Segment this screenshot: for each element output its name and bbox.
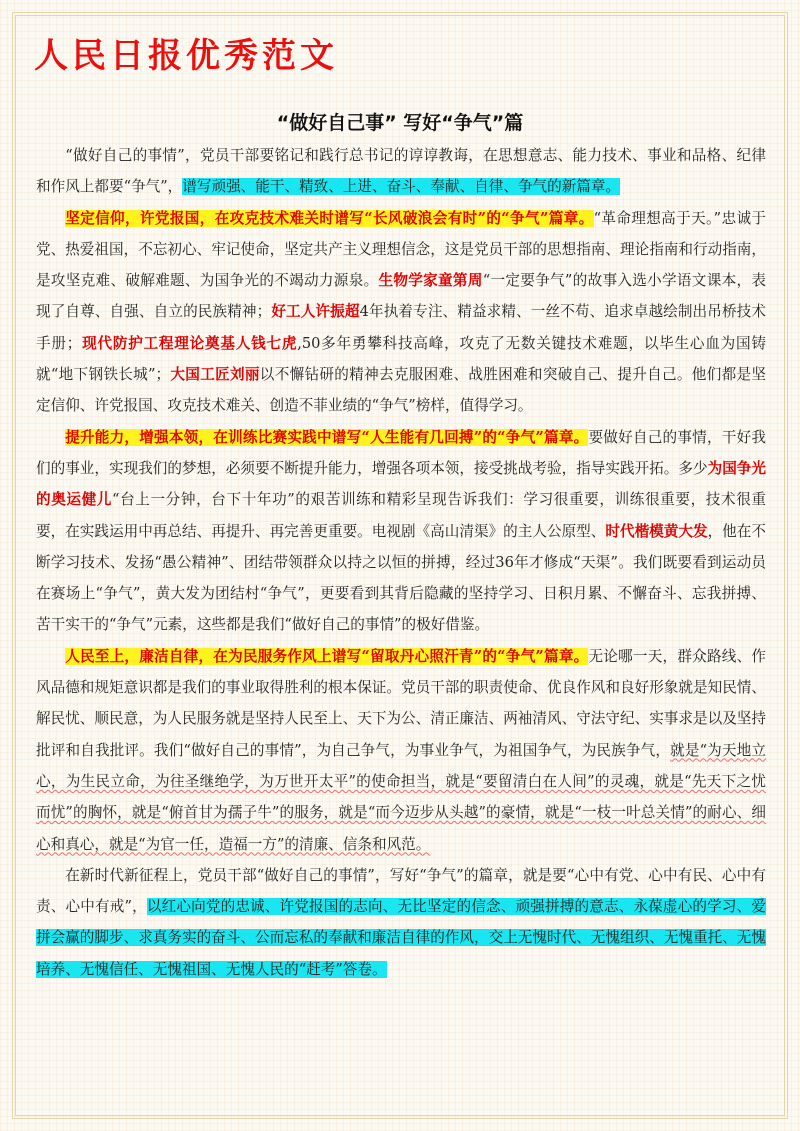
paragraph-5 (36, 860, 766, 985)
article-body (36, 140, 766, 985)
text-run: 在新时代新征程上，党员干部“做好自己的事情”，写好“争气”的篇章，就是要“心中有党、心中有民、心中有责、心中有戒”， (36, 866, 766, 916)
text-run: 无论哪一天，群众路线、作风品德和规矩意识都是我们的事业取得胜利的根本保证。党员干部的职责使命、优良作风和良好形象就是知民情、解民忧、顺民意，为人民服务就是坚持人民至上、天下为公、清正廉洁、两袖清风、守法守纪、实事求是以及坚持批评和自我批评。我们“做好自己的事情”，为自己争气，为事业争气，为祖国争气，为民族争气， (36, 647, 766, 759)
paragraph-1 (36, 140, 766, 203)
cyan-highlight: 谱写顽强、能干、精致、上进、奋斗、奉献、自律、争气的新篇章。 (182, 178, 621, 196)
red-emphasis: 大国工匠刘丽 (170, 366, 260, 384)
text-run: “台上一分钟，台下十年功”的艰苦训练和精彩呈现告诉我们：学习很重要，训练很重要，技术很重要，在实践运用中再总结、再提升、再完善更重要。电视剧《高山清渠》的主人公原型、 (36, 491, 766, 540)
text-run: “做好自己的事情”，党员干部要铭记和践行总书记的谆谆教诲，在思想意志、能力技术、事业和品格、纪律和作风上都要“争气”， (36, 147, 766, 196)
cyan-highlight: 交上无愧时代、无愧组织、无愧重托、无愧培养、无愧信任、无愧祖国、无愧人民的“赶考”答卷。 (36, 929, 766, 978)
paragraph-4 (36, 641, 766, 860)
yellow-highlight: 提升能力，增强本领，在训练比赛实践中谱写“人生能有几回搏”的“争气”篇章。 (65, 428, 589, 446)
paragraph-3 (36, 422, 766, 641)
text-run: “革命理想高于天。”忠诚于党、热爱祖国，不忘初心、牢记使命，坚定共产主义理想信念，这是党员干部的思想指南、理论指南和行动指南，是攻坚克难、破解难题、为国争光的不竭动力源泉。 (36, 209, 766, 290)
red-emphasis: 现代防护工程理论奠基人钱七虎 (81, 334, 298, 352)
text-run: 4年执着专注、精益求精、一丝不苟、追求卓越绘制出吊桥技术手册； (36, 303, 766, 352)
text-run: ，他在不断学习技术、发扬“愚公精神”、团结带领群众以持之以恒的拼搏，经过36年才修成“天渠”。我们既要看到运动员在赛场上“争气”，黄大发为团结村“争气”，更要看到其背后隐藏的坚持学习、日积月累、不懈奋斗、忘我拼搏、苦干实干的“争气”元素，这些都是我们“做好自己的事情”的极好借鉴。 (36, 522, 766, 634)
red-emphasis: 好工人许振超 (271, 303, 360, 321)
red-emphasis: 时代楷模黄大发 (605, 522, 708, 540)
red-emphasis: 生物学家童第周 (378, 272, 483, 290)
yellow-highlight: 人民至上，廉洁自律，在为民服务作风上谱写“留取丹心照汗青”的“争气”篇章。 (65, 647, 589, 665)
paragraph-2 (36, 203, 766, 422)
cyan-highlight: 以红心向党的忠诚、许党报国的志向、无比坚定的信念、顽强拼搏的意志、永葆虚心的学习、爱拼会赢的脚步、求真务实的奋斗、公而忘私的奉献和廉洁自律的作风， (36, 898, 766, 947)
brand-title: 人民日报优秀范文 (34, 36, 338, 76)
article-title: “做好自己事” 写好“争气”篇 (276, 112, 524, 134)
yellow-highlight: 坚定信仰，许党报国，在攻克技术难关时谱写“长风破浪会有时”的“争气”篇章。 (65, 209, 594, 227)
text-run: “一定要争气”的故事入选小学语文课本，表现了自尊、自强、自立的民族精神； (36, 272, 766, 321)
text-run: ,50多年勇攀科技高峰，攻克了无数关键技术难题，以毕生心血为国铸就“地下钢铁长城”； (36, 334, 766, 384)
wavy-underline-text: 就是“为天地立心，为生民立命，为往圣继绝学，为万世开太平”的使命担当，就是“要留清白在人间”的灵魂，就是“先天下之忧而忧”的胸怀，就是“俯首甘为孺子牛”的服务，就是“而今迈步从头越”的豪情，就是“一枝一叶总关情”的耐心、细心和真心，就是“为官一任，造福一方”的清廉、信条和风范。 (36, 741, 766, 853)
red-emphasis: 为国争光的奥运健儿 (36, 459, 766, 509)
text-run: 要做好自己的事情，干好我们的事业，实现我们的梦想，必须要不断提升能力，增强各项本领，接受挑战考验，指导实践开拓。多少 (36, 428, 766, 477)
text-run: 以不懈钻研的精神去克服困难、战胜困难和突破自己、提升自己。他们都是坚定信仰、许党报国、攻克技术难关、创造不菲业绩的“争气”榜样，值得学习。 (36, 366, 766, 415)
